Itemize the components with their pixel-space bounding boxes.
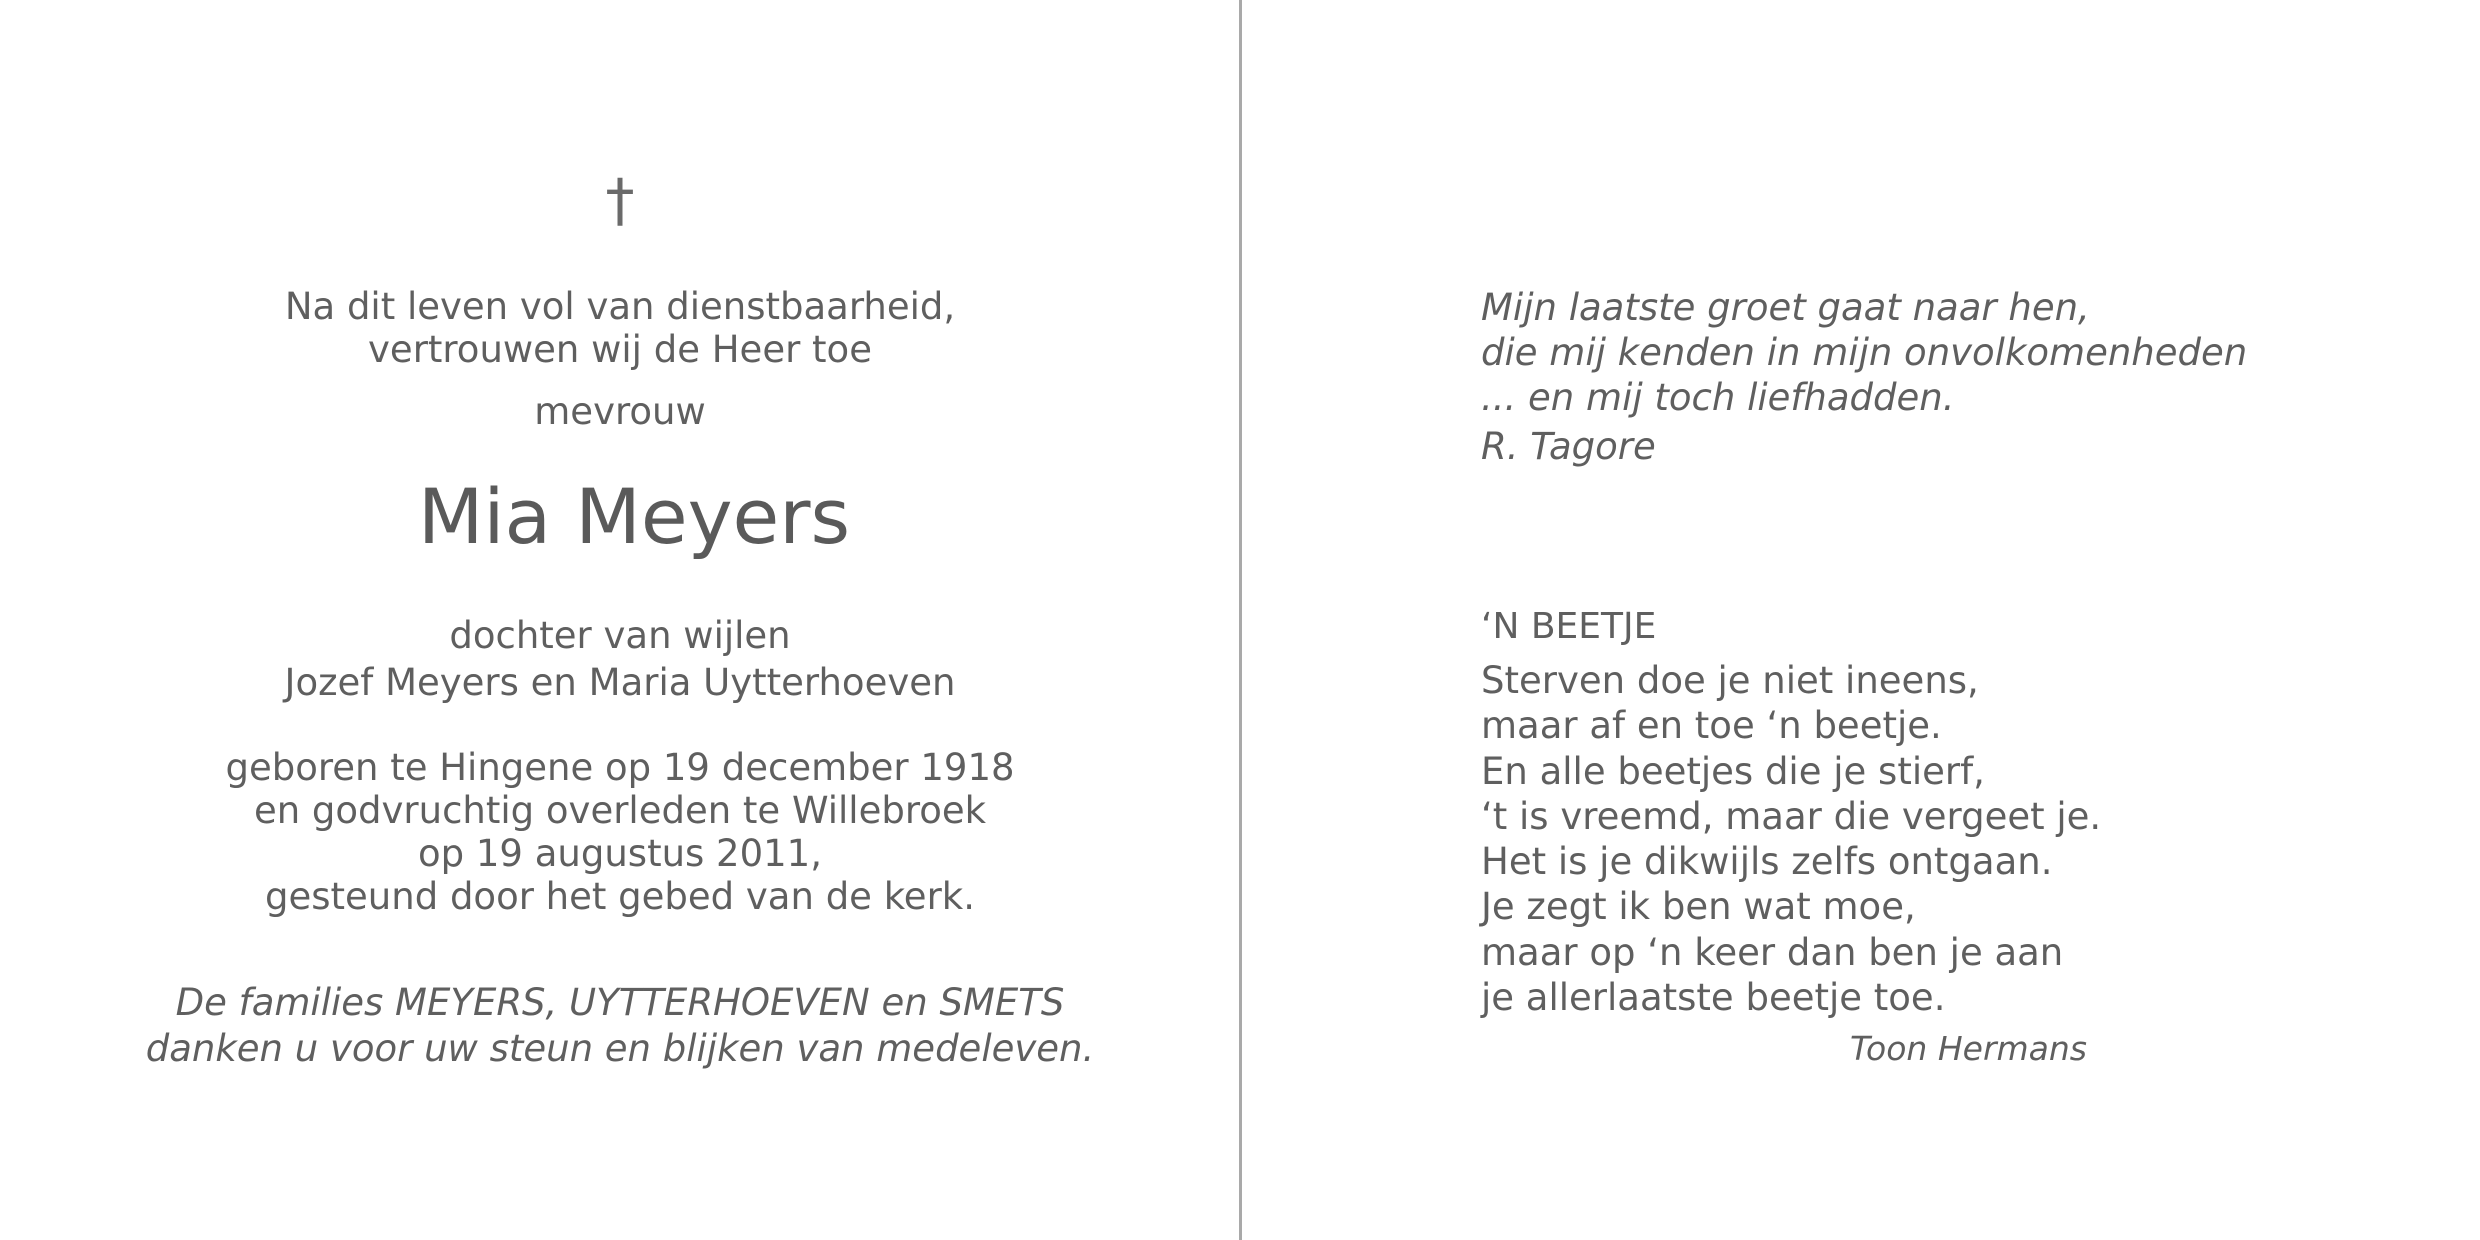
parents-line-1: dochter van wijlen [449, 614, 791, 657]
right-page [1243, 0, 2480, 1240]
poem-body [1481, 658, 2181, 1020]
deceased-name [14, 472, 1254, 562]
poem-line-6: Je zegt ik ben wat moe, [1481, 885, 1916, 929]
intro-text [0, 285, 1240, 371]
poem-author: Toon Hermans [1849, 1029, 2087, 1068]
intro-line-2: vertrouwen wij de Heer toe [368, 328, 872, 371]
parents-line-2: Jozef Meyers en Maria Uytterhoeven [284, 661, 956, 704]
poem-line-4: ‘t is vreemd, maar die vergeet je. [1481, 794, 2102, 838]
deceased-name-text: Mia Meyers [417, 472, 851, 561]
poem-line-7: maar op ‘n keer dan ben je aan [1481, 930, 2064, 974]
poem-title: ‘N BEETJE [1481, 606, 1657, 647]
birth-death-line-1: geboren te Hingene op 19 december 1918 [225, 746, 1015, 789]
tagore-quote [1481, 285, 2381, 420]
birth-death-line-2: en godvruchtig overleden te Willebroek [253, 789, 987, 832]
quote-line-2: die mij kenden in mijn onvolkomenheden [1481, 331, 2248, 374]
thanks-text [0, 980, 1240, 1072]
quote-line-3: ... en mij toch liefhadden. [1481, 376, 1955, 419]
birth-death-line-3: op 19 augustus 2011, [418, 832, 822, 875]
poem-line-3: En alle beetjes die je stierf, [1481, 749, 1985, 793]
birth-death-line-4: gesteund door het gebed van de kerk. [265, 875, 975, 918]
quote-line-1: Mijn laatste groet gaat naar hen, [1481, 286, 2090, 329]
quote-author: R. Tagore [1481, 425, 1656, 468]
poem-line-8: je allerlaatste beetje toe. [1481, 976, 1946, 1020]
intro-line-1: Na dit leven vol van dienstbaarheid, [284, 285, 956, 328]
title-word-text: mevrouw [534, 390, 706, 433]
fold-divider [1239, 0, 1242, 1240]
title-word [0, 392, 1240, 432]
parents-text [0, 612, 1240, 706]
thanks-line-1: De families MEYERS, UYTTERHOEVEN en SMETS [175, 981, 1065, 1024]
birth-death-text [0, 746, 1240, 918]
cross-symbol: † [605, 166, 635, 234]
poem-line-1: Sterven doe je niet ineens, [1481, 659, 1979, 702]
poem-line-2: maar af en toe ‘n beetje. [1481, 704, 1942, 748]
thanks-line-2: danken u voor uw steun en blijken van medeleven. [145, 1027, 1095, 1070]
poem-line-5: Het is je dikwijls zelfs ontgaan. [1481, 840, 2053, 884]
cross-icon [0, 166, 1240, 234]
